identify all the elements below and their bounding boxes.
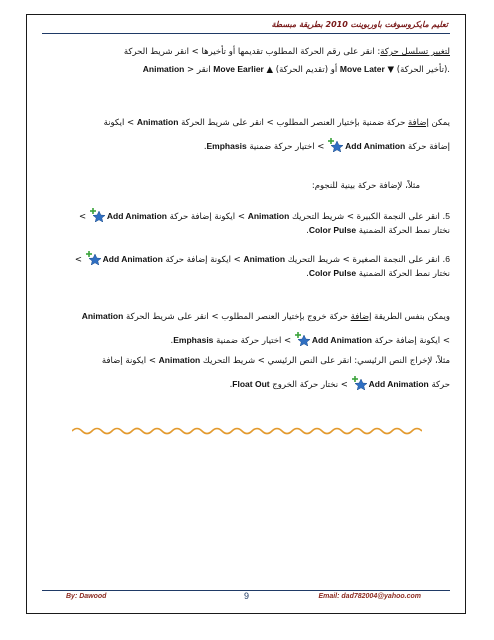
text: حركة xyxy=(428,380,450,390)
text: > اختيار حركة ضمنية xyxy=(246,142,328,152)
section2-line2 xyxy=(50,138,450,153)
text: . xyxy=(306,269,309,279)
add-animation-star-icon xyxy=(294,332,312,346)
color-pulse-term: Color Pulse xyxy=(308,268,357,278)
stars-intro: مثلاً، لإضافة حركة بينية للنجوم: xyxy=(311,181,420,191)
add-underlined: إضافة xyxy=(408,118,429,128)
text: . xyxy=(306,226,309,236)
section1-line2 xyxy=(50,63,450,76)
text: > اختيار حركة ضمنية xyxy=(213,336,294,346)
animation-term: Animation xyxy=(243,254,286,264)
text: . انقر على النجمة الصغيرة > شريط التحريك xyxy=(285,255,446,265)
header-title: تعليم مايكروسوفت باوربوينت 2010 بطريقة مبسطة xyxy=(271,20,448,29)
text: . انقر على النجمة الكبيرة > شريط التحريك xyxy=(289,212,446,222)
text: مثلاً، لإخراج النص الرئيسي: انقر على النص الرئيسي > شريط التحريك xyxy=(200,356,450,366)
emphasis-term: Emphasis xyxy=(206,141,247,151)
text: . xyxy=(229,380,233,390)
add-animation-term: Add Animation xyxy=(102,254,163,264)
move-later-term: Move Later xyxy=(339,64,385,74)
item5-number: 5 xyxy=(445,211,450,221)
animation-term: Animation xyxy=(81,311,124,321)
add-animation-term: Add Animation xyxy=(106,211,167,221)
add-animation-star-icon xyxy=(351,376,369,390)
animation-term: Animation xyxy=(142,64,185,74)
item6-line2 xyxy=(50,267,450,280)
text: ▼ (تأخير الحركة). xyxy=(384,65,450,75)
add-animation-star-icon xyxy=(327,138,345,152)
item6-number: 6 xyxy=(445,254,450,264)
section2-line1 xyxy=(50,116,450,129)
item5-line2 xyxy=(50,224,450,237)
add-animation-term: Add Animation xyxy=(311,335,372,345)
section4-line2 xyxy=(50,332,450,347)
text: إضافة حركة xyxy=(405,142,450,152)
text: ▲ (تقديم الحركة) أو xyxy=(263,65,340,75)
text: > ايكونة إضافة حركة xyxy=(162,255,244,265)
add-underlined: إضافة xyxy=(350,312,372,322)
text: > xyxy=(79,212,89,222)
text: > ايكونة إضافة حركة xyxy=(371,336,450,346)
item6-line1 xyxy=(50,251,450,266)
text: > ايكونة xyxy=(103,118,137,128)
item5-line1 xyxy=(50,208,450,223)
text: > xyxy=(74,255,85,265)
footer-author: By: Dawood xyxy=(66,593,107,600)
text: . xyxy=(170,336,174,346)
text: . xyxy=(203,142,207,152)
text: نختار نمط الحركة الضمنية xyxy=(356,226,450,236)
emphasis-term: Emphasis xyxy=(173,335,214,345)
wavy-divider xyxy=(72,426,422,436)
animation-term: Animation xyxy=(247,211,290,221)
text: نختار نمط الحركة الضمنية xyxy=(356,269,450,279)
text: حركة ضمنية بإختيار العنصر المطلوب > انقر على شريط الحركة xyxy=(178,118,409,128)
footer-email: Email: dad782004@yahoo.com xyxy=(318,593,421,600)
animation-term: Animation xyxy=(158,355,201,365)
animation-term: Animation xyxy=(136,117,179,127)
text: > انقر xyxy=(184,65,214,75)
text: > نختار حركة الخروج xyxy=(269,380,351,390)
text: يمكن xyxy=(428,118,450,128)
section1-line1-text: : انقر على رقم الحركة المطلوب تقديمها أو تأخيرها > انقر شريط الحركة xyxy=(123,47,381,57)
add-animation-term: Add Animation xyxy=(345,141,406,151)
text: > ايكونة إضافة xyxy=(101,356,159,366)
page-number: 9 xyxy=(244,591,250,601)
section4-line1 xyxy=(50,310,450,323)
add-animation-star-icon xyxy=(85,251,103,265)
text: ويمكن بنفس الطريقة xyxy=(371,312,450,322)
header-rule xyxy=(42,33,450,34)
change-order-heading: لتغيير تسلسل حركة xyxy=(380,47,450,57)
section1-line1 xyxy=(50,46,450,58)
move-earlier-term: Move Earlier xyxy=(213,64,264,74)
add-animation-star-icon xyxy=(89,208,107,222)
text: حركة خروج بإختيار العنصر المطلوب > انقر على شريط الحركة xyxy=(123,312,351,322)
section4-line4 xyxy=(50,376,450,391)
section4-line3 xyxy=(50,354,450,367)
color-pulse-term: Color Pulse xyxy=(308,225,357,235)
text: > ايكونة إضافة حركة xyxy=(166,212,248,222)
add-animation-term: Add Animation xyxy=(368,379,429,389)
float-out-term: Float Out xyxy=(232,379,270,389)
